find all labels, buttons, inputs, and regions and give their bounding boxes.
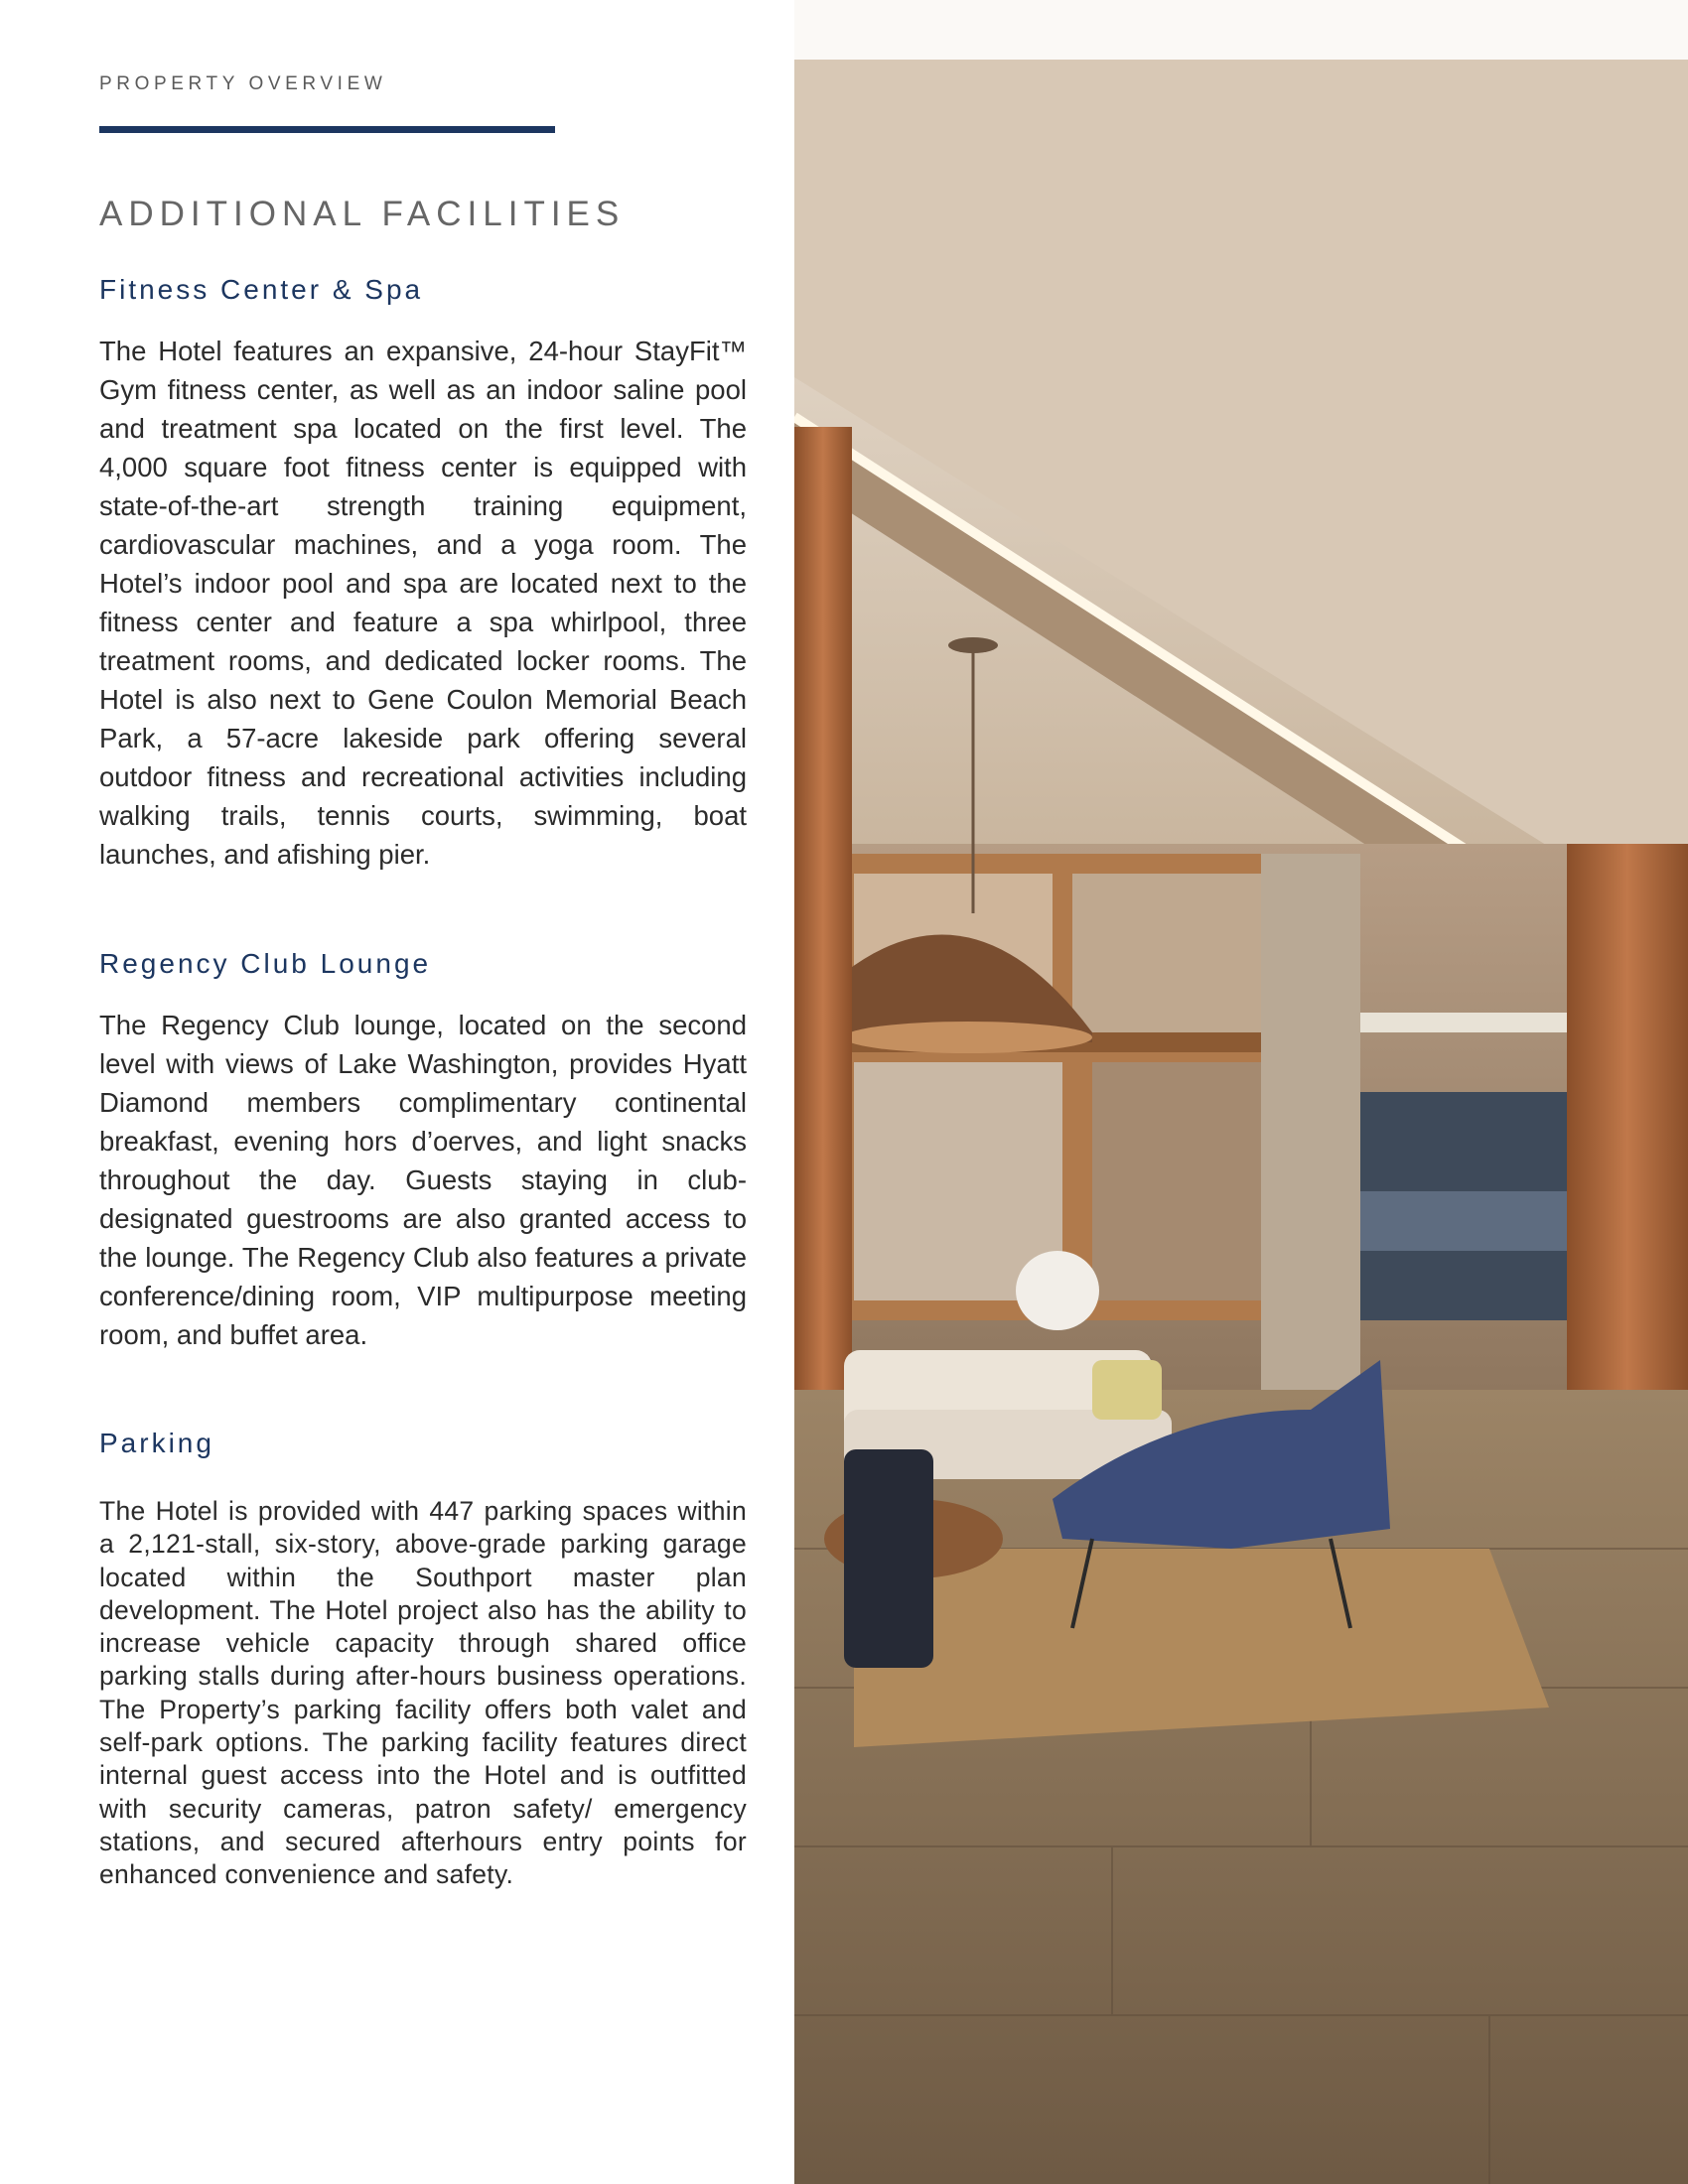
parking-heading: Parking [99, 1428, 214, 1458]
regency-paragraph: The Regency Club lounge, located on the second level with views of Lake Washington, provides Hyatt Diamond members complimentary continental breakfast, evening hors d’oerves, and light snacks throughout the day. Guests staying in club-designated guestrooms are also granted access to the lounge. The Regency Club also features a private conference/dining room, VIP multipurpose meeting room, and buffet area. [99, 1010, 747, 1350]
parking-paragraph: The Hotel is provided with 447 parking spaces within a 2,121-stall, six-story, above-grade parking garage located within the Southport master plan development. The Hotel project also has the ability to increase vehicle capacity through shared office parking stalls during after-hours business operations. The Property’s parking facility offers both valet and self-park options. The parking facility features direct internal guest access into the Hotel and is outfitted with security cameras, patron safety/ emergency stations, and secured afterhours entry points for enhanced convenience and safety. [99, 1496, 747, 1890]
regency-heading: Regency Club Lounge [99, 948, 432, 979]
lobby-photo [794, 0, 1688, 2184]
fitness-heading: Fitness Center & Spa [99, 274, 424, 305]
page-eyebrow: PROPERTY OVERVIEW [99, 73, 387, 94]
text-column [0, 0, 794, 2184]
section-title: ADDITIONAL FACILITIES [99, 195, 626, 233]
fitness-paragraph: The Hotel features an expansive, 24-hour StayFit™ Gym fitness center, as well as an indoor saline pool and treatment spa located on the first level. The 4,000 square foot fitness center is equipped with state-of-the-art strength training equipment, cardiovascular machines, and a yoga room. The Hotel’s indoor pool and spa are located next to the fitness center and feature a spa whirlpool, three treatment rooms, and dedicated locker rooms. The Hotel is also next to Gene Coulon Memorial Beach Park, a 57-acre lakeside park offering several outdoor fitness and recreational activities including walking trails, tennis courts, swimming, boat launches, and afishing pier. [99, 336, 747, 870]
header-rule [99, 126, 555, 133]
